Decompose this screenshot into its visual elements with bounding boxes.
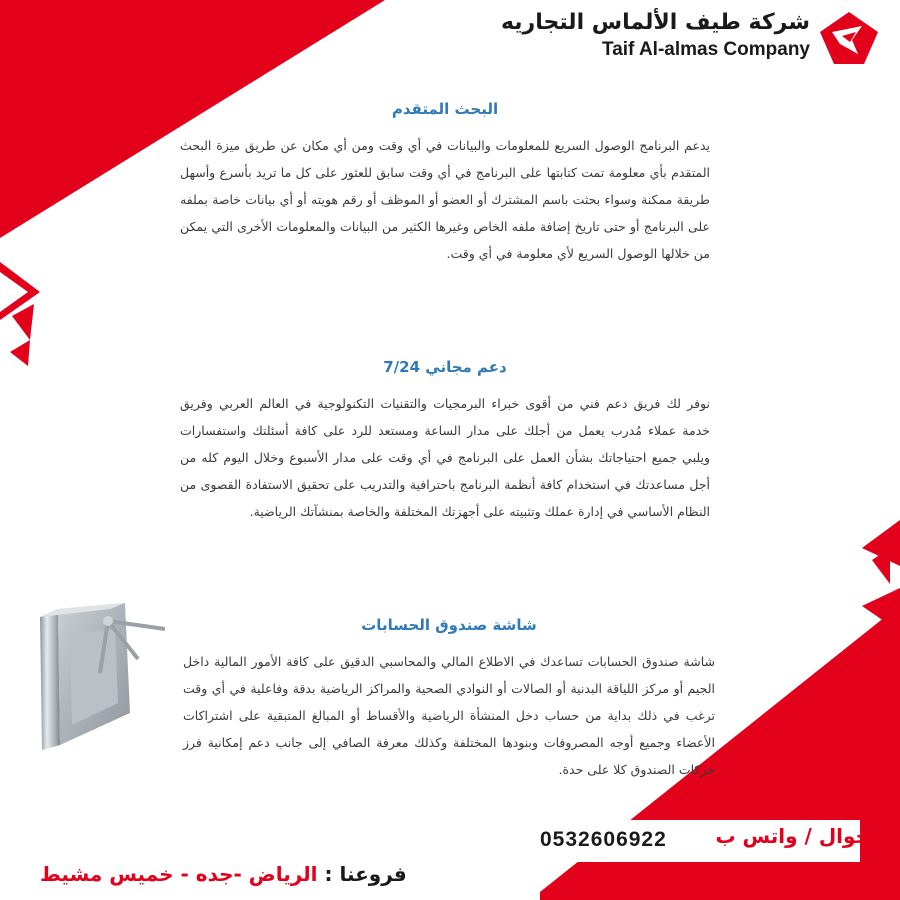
company-name-ar: شركة طيف الألماس التجاريه [500, 10, 810, 35]
branches-line [40, 862, 407, 886]
section-title: دعم مجاني 7/24 [383, 358, 507, 376]
section-body: نوفر لك فريق دعم فني من أقوى خبراء البرمجيات والتقنيات التكنولوجية في العالم العربي وفريق خدمة عملاء مُدرب يعمل من أجلك على مدار الساعة ومستعد للرد على كافة أسئلتك واستفسارات ويلبي جميع احتياجاتك بشأن العمل على البرنامج في أي وقت على مدار الأسبوع وخلال اليوم كله من أجل مساعدتك في استخدام كافة أنظمة البرنامج باحترافية والتدريب على تحقيق الاستفادة القصوى من النظام الأساسي في إدارة عملك وتثبيته على أجهزتك المختلفة والخاصة بمنشآتك الرياضية. [180, 396, 710, 519]
section-free-support [180, 358, 710, 525]
mobile-whatsapp-label: جوال / واتس ب [715, 824, 870, 848]
company-name-en: Taif Al-almas Company [602, 39, 810, 60]
section-advanced-search [180, 100, 710, 267]
phone-number[interactable]: 0532606922 [540, 828, 667, 851]
turnstile-image [30, 595, 175, 765]
branches-cities: الرياض -جده - خميس مشيط [40, 862, 318, 886]
section-accounts-box [183, 616, 715, 783]
section-body: شاشة صندوق الحسابات تساعدك في الاطلاع المالي والمحاسبي الدقيق على كافة الأمور المالية داخل الجيم أو مركز اللياقة البدنية أو الصالات أو النوادي الصحية والمراكز الرياضية بدقة وفاعلية في أي وقت ترغب في ذلك بداية من حساب دخل المنشأة الرياضية والأقساط أو المبالغ المتبقية على اشتراكات الأعضاء وجميع أوجه المصروفات وبنودها المختلفة وكذلك معرفة الصافي إلى جانب دعم إمكانية فرز حركات الصندوق كلا على حدة. [183, 654, 715, 777]
company-logo-icon [818, 10, 880, 66]
section-body: يدعم البرنامج الوصول السريع للمعلومات والبيانات في أي وقت ومن أي مكان عن طريق ميزة البحث المتقدم بأي معلومة تمت كتابتها على البرنامج في أي وقت سابق للعثور على كل ما تريد بأسرع وأسهل طريقة ممكنة وسواء بحثت باسم المشترك أو العضو أو الموظف أو رقم هويته أو أي بيانات خاصة بملفه على البرنامج أو حتى تاريخ إضافة ملفه الخاص وغيرها الكثير من البيانات والمعلومات الأخرى التي يمكن من خلالها الوصول السريع لأي معلومة في أي وقت. [180, 138, 710, 261]
branches-label: فروعنا : [324, 862, 407, 886]
section-title: شاشة صندوق الحسابات [361, 616, 537, 634]
section-title: البحث المتقدم [391, 100, 499, 118]
company-header [501, 8, 810, 62]
